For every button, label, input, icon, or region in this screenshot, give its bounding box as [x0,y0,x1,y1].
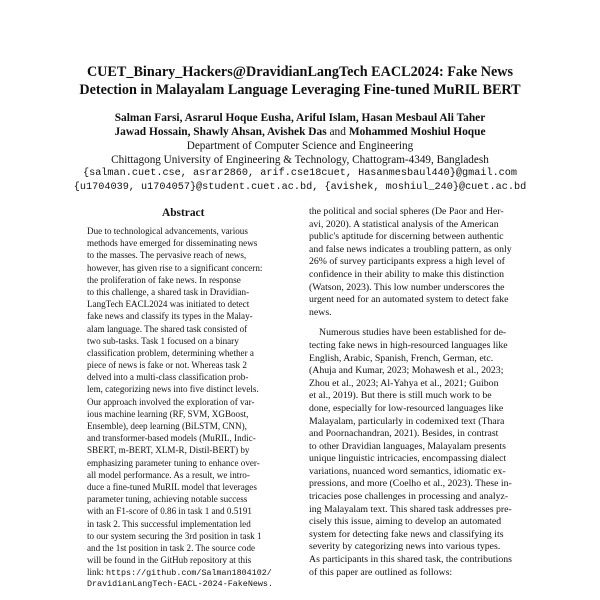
abstract-line: and transformer-based models (MuRIL, Indic- [87,433,256,444]
abstract-line: LangTech EACL2024 was initiated to detect [87,299,250,310]
abstract-line: alam language. The shared task consisted of [87,323,248,334]
text-line: English, Arabic, Spanish, French, German, etc. [309,352,494,364]
abstract-line: all model performance. As a result, we intro- [87,469,250,480]
department: Department of Computer Science and Engineering [186,140,414,152]
text-line: As participants in this shared task, the contributions [309,554,512,566]
university: Chittagong University of Engineering & Technology, Chattogram-4349, Bangladesh [111,154,489,166]
text-line: tricacies pose challenges in processing and analyz- [309,491,509,503]
text-line: Zhou et al., 2023; Al-Yahya et al., 2021; Guibon [309,377,499,389]
text-line: done, especially for low-resourced languages like [309,402,504,414]
text-line: avi, 2020). A statistical analysis of the American [309,218,499,230]
text-line: and Poornachandran, 2021). Besides, in contrast [309,428,499,440]
paper-title-line-1: CUET_Binary_Hackers@DravidianLangTech EACL2024: Fake News [86,64,514,80]
abstract-line: ious machine learning (RF, SVM, XGBoost, [87,408,249,419]
abstract-line: two sub-tasks. Task 1 focused on a binary [87,335,239,346]
text-line: severity by categorizing news into various types. [309,541,501,553]
abstract-line: and the 1st position in task 2. The source code [87,542,256,553]
paper-title-line-2: Detection in Malayalam Language Leveraging Fine-tuned MuRIL BERT [79,82,521,98]
text-line: of this paper are outlined as follows: [309,566,453,578]
abstract-line: to our system securing the 3rd position in task 1 [87,530,262,541]
text-line: to other Dravidian languages, Malayalam presents [309,440,506,452]
text-line: unique linguistic intricacies, encompassing dialect [309,453,507,465]
email-line-2 [40,181,560,195]
abstract-line: DravidianLangTech-EACL-2024-FakeNews. [87,579,273,590]
author-list-line-2 [40,125,560,139]
text-line: cisely this issue, aiming to develop an automated [309,516,502,528]
abstract-line: link: https://github.com/Salman1804102/ [87,567,272,579]
text-line: news. [309,306,332,318]
email-line-1: {salman.cuet.cse, asrar2860, arif.cse18cuet, Hasanmesbaul440}@gmail.com [82,168,518,179]
text-line: the political and social spheres (De Paor and Her- [309,206,504,217]
abstract-line: parameter tuning, achieving notable success [87,494,248,505]
text-line: ing Malayalam text. This shared task addresses pre- [309,503,512,515]
body-column-right [309,206,531,579]
abstract-line: however, has given rise to a significant concern: [87,262,263,273]
body-paragraph-2 [309,327,531,579]
text-line: system for detecting fake news and classifying its [309,528,504,540]
text-line: public's aptitude for discerning between authentic [309,231,504,243]
text-line: (Watson, 2023). This low number underscores the [309,281,505,293]
text-line: 26% of survey participants express a high level of [309,256,505,268]
abstract-line: piece of news is fake or not. Whereas task 2 [87,360,247,371]
abstract-line: in task 2. This successful implementation led [87,518,251,529]
text-line: and false news indicates a troubling pattern, as only [309,243,512,255]
text-line: tecting fake news in high-resourced languages like [309,339,508,351]
abstract-line: the proliferation of fake news. In response [87,274,241,285]
abstract-line: with an F1-score of 0.86 in task 1 and 0.5191 [87,506,252,517]
text-line: urgent need for an automated system to detect fake [309,294,509,306]
text-line: Malayalam, particularly in codemixed text (Thara [309,415,505,427]
abstract-line: Due to technological advancements, various [87,226,248,236]
text-line: et al., 2019). But there is still much work to be [309,390,492,402]
email-faculty: {avishek, moshiul_240}@cuet.ac.bd [324,182,527,193]
text-line: confidence in their ability to make this distinction [309,268,505,280]
abstract-line: to the masses. The pervasive reach of news, [87,250,247,261]
text-line: variations, nuanced word semantics, idiomatic ex- [309,465,506,477]
abstract-line: duce a fine-tuned MuRIL model that leverages [87,481,257,492]
abstract-line: delved into a multi-class classification prob- [87,372,249,383]
author-list-line-1: Salman Farsi, Asrarul Hoque Eusha, Ariful Islam, Hasan Mesbaul Ali Taher [114,112,486,124]
text-line: Numerous studies have been established for de- [319,327,507,339]
abstract-line: SBERT, m-BERT, XLM-R, Distil-BERT) by [87,445,250,456]
abstract-line: Our approach involved the exploration of var- [87,396,255,407]
author-last-name: Mohammed Moshiul Hoque [348,126,486,138]
abstract-heading: Abstract [162,207,205,219]
text-line: pressions, and more (Coelho et al., 2023). These in- [309,478,512,490]
abstract-line: emphasizing parameter tuning to enhance over- [87,457,260,468]
abstract-body [87,225,285,591]
body-paragraph-1 [309,206,531,319]
text-line: (Ahuja and Kumar, 2023; Mohawesh et al., 2023; [309,365,504,377]
abstract-line: lem, categorizing news into five distinct levels. [87,384,259,395]
author-conjunction: and [329,126,346,138]
abstract-line: Ensemble), deep learning (BiLSTM, CNN), [87,421,247,431]
email-student: {u1704039, u1704057}@student.cuet.ac.bd, [73,182,319,193]
abstract-line: will be found in the GitHub repository at this [87,555,252,566]
abstract-line: fake news and classify its types in the Malay- [87,311,253,322]
abstract-line: to this challenge, a shared task in Dravidian- [87,286,250,297]
abstract-line: classification problem, determining whether a [87,347,254,358]
abstract-line: methods have emerged for disseminating news [87,238,258,249]
author-names: Jawad Hossain, Shawly Ahsan, Avishek Das [114,126,327,138]
